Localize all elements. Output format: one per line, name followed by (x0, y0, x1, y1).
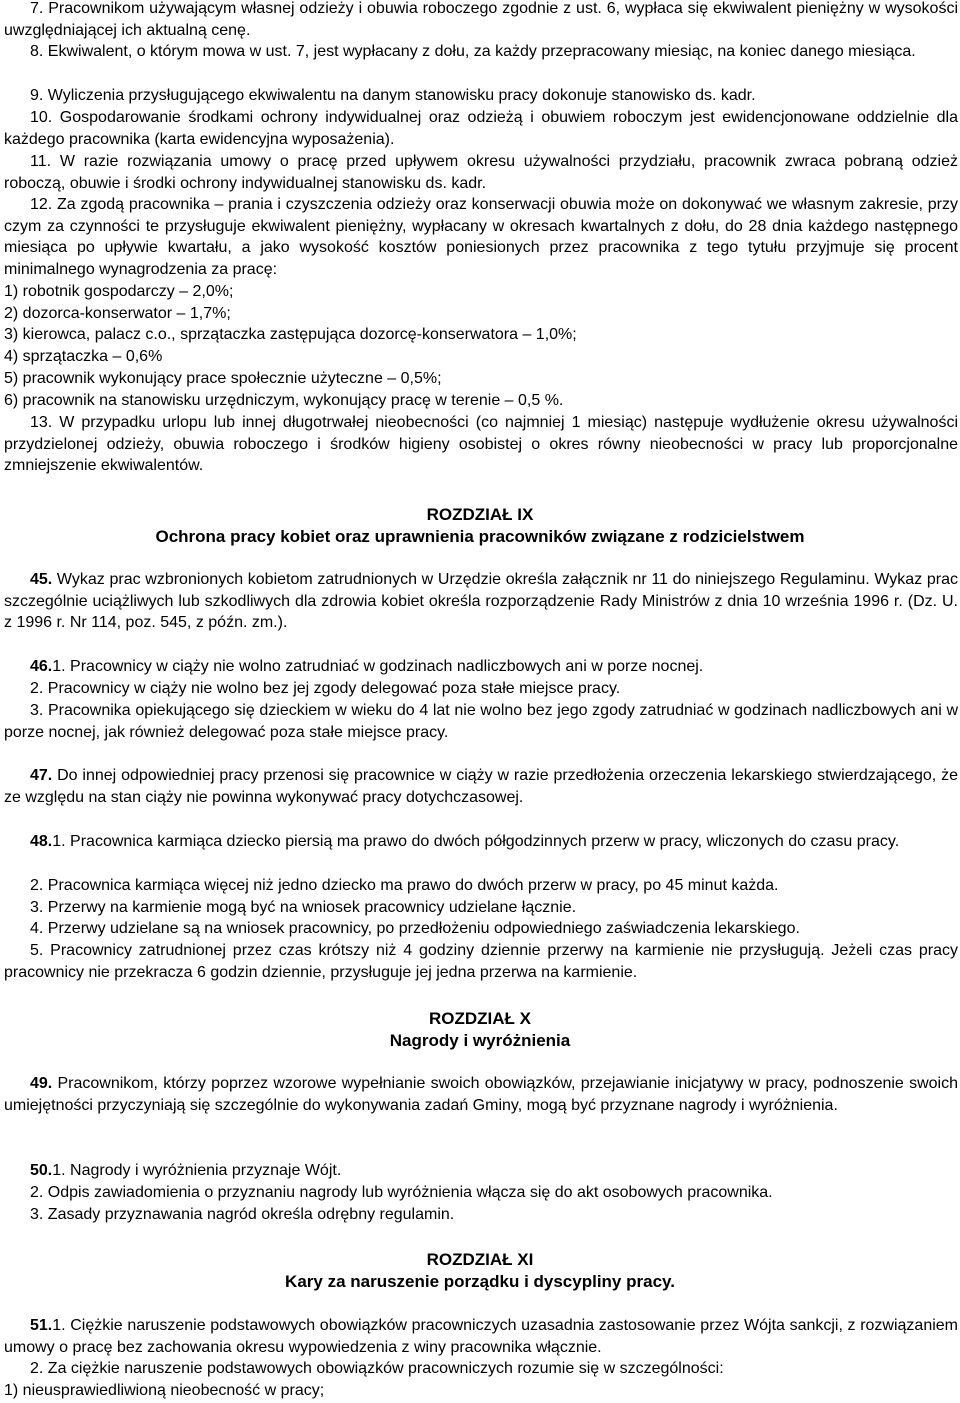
percent-list (4, 281, 958, 411)
paragraph-7 (4, 0, 958, 41)
section-text: 1. Ciężkie naruszenie podstawowych obowiązków pracowniczych uzasadnia zastosowanie przez Wójta sankcji, z rozwiązaniem umowy o pracę bez zachowania okresu wypowiedzenia z winy pracownika włącznie. (4, 1317, 958, 1356)
section-number: 51. (30, 1317, 53, 1334)
paragraph-text: Gospodarowanie środkami ochrony indywidualnej oraz odzieżą i obuwiem roboczym jest ewidencjonowane oddzielnie dla każdego pracownika (karta ewidencyjna wyposażenia). (4, 109, 958, 148)
chapter-title: ROZDZIAŁ X (429, 1009, 531, 1028)
paragraph-number: 12. (30, 196, 53, 213)
section-51-1 (4, 1315, 958, 1358)
section-number: 49. (30, 1075, 53, 1092)
chapter-subtitle: Kary za naruszenie porządku i dyscypliny pracy. (285, 1272, 675, 1291)
section-47 (4, 765, 958, 808)
list-item: 3) kierowca, palacz c.o., sprzątaczka zastępująca dozorcę-konserwatora – 1,0%; (4, 326, 577, 344)
section-number: 48. (30, 833, 53, 850)
section-50-2: 2. Odpis zawiadomienia o przyznaniu nagrody lub wyróżnienia włącza się do akt osobowych pracownika. (30, 1184, 773, 1201)
section-text: Pracownikom, którzy poprzez wzorowe wypełnianie swoich obowiązków, przejawianie inicjatywy w pracy, podnoszenie swoich umiejętności przyczyniają się szczególnie do wykonywania zadań Gminy, mogą być przyznane nagrody i wyróżnienia. (4, 1075, 958, 1114)
section-number: 50. (30, 1162, 53, 1179)
paragraph-text: Ekwiwalent, o którym mowa w ust. 7, jest wypłacany z dołu, za każdy przepracowany miesiąc, na koniec danego miesiąca. (43, 43, 916, 60)
section-46-2: 2. Pracownicy w ciąży nie wolno bez jej zgody delegować poza stałe miejsce pracy. (30, 680, 621, 697)
paragraph-9 (4, 85, 958, 107)
paragraph-13 (4, 412, 958, 477)
paragraph-12 (4, 194, 958, 281)
section-number: 46. (30, 658, 53, 675)
section-text: Do innej odpowiedniej pracy przenosi się pracownice w ciąży w razie przedłożenia orzeczenia lekarskiego stwierdzającego, że ze względu na stan ciąży nie powinna wykonywać pracy dotychczasowej. (4, 767, 958, 806)
chapter-subtitle: Nagrody i wyróżnienia (389, 1031, 571, 1050)
chapter-title: ROZDZIAŁ IX (426, 505, 534, 524)
paragraph-text: W razie rozwiązania umowy o pracę przed upływem okresu używalności przydziału, pracownik zwraca pobraną odzież roboczą, obuwie i środki ochrony indywidualnej stanowisku ds. kadr. (4, 153, 958, 192)
section-text: 1. Pracownica karmiąca dziecko piersią ma prawo do dwóch półgodzinnych przerw w pracy, wliczonych do czasu pracy. (52, 833, 900, 850)
section-48-5: 5. Pracownicy zatrudnionej przez czas krótszy niż 4 godziny dziennie przerwy na karmienie nie przysługują. Jeżeli czas pracy pracownicy nie przekracza 6 godzin dziennie, przysługuje jej jedna przerwa na karmienie. (4, 942, 958, 981)
section-text: Wykaz prac wzbronionych kobietom zatrudnionych w Urzędzie określa załącznik nr 11 do niniejszego Regulaminu. Wykaz prac szczególnie uciążliwych lub szkodliwych dla zdrowia kobiet określa rozporządzenie Rady Ministrów z dnia 10 września 1996 r. (Dz. U. z 1996 r. Nr 114, poz. 545, z późn. zm.). (4, 571, 958, 632)
list-item: 4) sprzątaczka – 0,6% (4, 348, 163, 366)
paragraph-text: Pracownikom używającym własnej odzieży i obuwia roboczego zgodnie z ust. 6, wypłaca się ekwiwalent pieniężny w wysokości uwzględniającej ich aktualną cenę. (4, 0, 958, 39)
paragraph-number: 9. (30, 87, 44, 104)
chapter-title: ROZDZIAŁ XI (426, 1250, 534, 1269)
section-48-2: 2. Pracownica karmiąca więcej niż jedno dziecko ma prawo do dwóch przerw w pracy, po 45 minut każda. (30, 877, 779, 894)
section-50-3: 3. Zasady przyznawania nagród określa odrębny regulamin. (30, 1206, 455, 1223)
paragraph-number: 7. (30, 0, 44, 17)
list-item: 2) dozorca-konserwator – 1,7%; (4, 304, 231, 322)
section-50-1 (4, 1160, 958, 1182)
paragraph-number: 8. (30, 43, 44, 60)
section-text: 1. Pracownicy w ciąży nie wolno zatrudniać w godzinach nadliczbowych ani w porze nocnej. (52, 658, 704, 675)
section-51-2: 2. Za ciężkie naruszenie podstawowych obowiązków pracowniczych rozumie się w szczególności: (30, 1360, 724, 1377)
section-number: 45. (30, 571, 53, 588)
paragraph-10 (4, 107, 958, 150)
chapter-subtitle: Ochrona pracy kobiet oraz uprawnienia pracowników związane z rodzicielstwem (155, 527, 805, 546)
section-49 (4, 1073, 958, 1116)
paragraph-text: W przypadku urlopu lub innej długotrwałej nieobecności (co najmniej 1 miesiąc) następuje wydłużenie okresu używalności przydzielonej odzieży, obuwia roboczego i środków higieny osobistej o okres równy nieobecności w pracy lub proporcjonalne zmniejszenie ekwiwalentów. (4, 414, 958, 475)
list-item: 6) pracownik na stanowisku urzędniczym, wykonujący pracę w terenie – 0,5 %. (4, 391, 564, 409)
paragraph-8 (4, 41, 958, 63)
section-48-3: 3. Przerwy na karmienie mogą być na wniosek pracownicy udzielane łącznie. (30, 899, 577, 916)
section-48-1 (4, 831, 958, 853)
section-48-4: 4. Przerwy udzielane są na wniosek pracownicy, po przedłożeniu odpowiedniego zaświadczenia lekarskiego. (30, 920, 800, 937)
section-text: 1. Nagrody i wyróżnienia przyznaje Wójt. (52, 1162, 342, 1179)
list-item: 1) nieusprawiedliwioną nieobecność w pracy; (4, 1382, 325, 1399)
paragraph-text: Wyliczenia przysługującego ekwiwalentu na danym stanowisku pracy dokonuje stanowisko ds. kadr. (43, 87, 756, 104)
paragraph-text: Za zgodą pracownika – prania i czyszczenia odzieży oraz konserwacji obuwia może on dokonywać we własnym zakresie, przy czym za czynności te przysługuje ekwiwalent pieniężny, wypłacany w okresach kwartalnych z dołu, do 28 dnia każdego następnego miesiąca po upływie kwartału, a jako wysokość kosztów poniesionych przez pracownika z tego tytułu przyjmuje się procent minimalnego wynagrodzenia za pracę: (4, 196, 958, 279)
section-46-3: 3. Pracownika opiekującego się dzieckiem w wieku do 4 lat nie wolno bez jego zgody zatrudniać w godzinach nadliczbowych ani w porze nocnej, jak również delegować poza stałe miejsce pracy. (4, 702, 958, 741)
paragraph-number: 10. (30, 109, 53, 126)
paragraph-number: 13. (30, 414, 53, 431)
list-item: 1) robotnik gospodarczy – 2,0%; (4, 283, 234, 300)
list-item: 5) pracownik wykonujący prace społecznie użyteczne – 0,5%; (4, 369, 442, 387)
paragraph-number: 11. (30, 153, 52, 170)
section-number: 47. (30, 767, 53, 784)
paragraph-11 (4, 151, 958, 194)
section-45 (4, 569, 958, 634)
section-46-1 (4, 656, 958, 678)
